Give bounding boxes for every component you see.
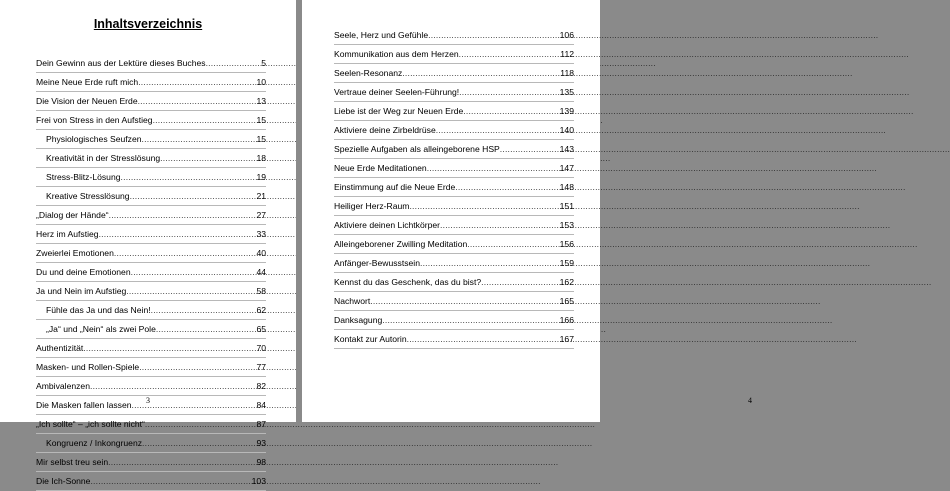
toc-leader-dots: [463, 102, 558, 121]
toc-entry: [334, 292, 574, 311]
toc-list-left: [36, 54, 266, 491]
toc-entry-page: 103: [251, 476, 266, 486]
toc-entry-label: „Ja“ und „Nein“ als zwei Pole: [46, 324, 156, 334]
toc-entry-label: Anfänger-Bewusstsein: [334, 258, 420, 268]
toc-entry-label: Nachwort: [334, 296, 371, 306]
toc-entry-label: Kreativität in der Stresslösung: [46, 153, 161, 163]
toc-entry-label: Herz im Aufstieg: [36, 229, 99, 239]
toc-entry: [334, 26, 574, 45]
toc-entry-page: 13: [256, 96, 266, 106]
toc-leader-dots: [121, 168, 256, 187]
toc-entry-label: Aktiviere deinen Lichtkörper: [334, 220, 441, 230]
toc-entry-page: 156: [559, 239, 574, 249]
toc-leader-dots: [459, 83, 558, 102]
toc-entry: [36, 73, 266, 92]
toc-entry: [36, 434, 266, 453]
toc-entry: [36, 263, 266, 282]
toc-entry-label: Spezielle Aufgaben als alleingeborene HSP: [334, 144, 500, 154]
toc-entry-page: 112: [560, 49, 574, 59]
toc-entry-page: 106: [559, 30, 574, 40]
toc-entry: [36, 225, 266, 244]
toc-entry: [36, 244, 266, 263]
toc-leader-dots: [407, 330, 559, 349]
toc-entry-label: Ambivalenzen: [36, 381, 90, 391]
toc-entry: [36, 472, 266, 491]
toc-entry-page: 151: [559, 201, 574, 211]
toc-entry: [334, 273, 574, 292]
toc-entry: [334, 102, 574, 121]
toc-leader-dots: [139, 358, 255, 377]
toc-entry-page: 70: [256, 343, 266, 353]
toc-entry-label: Frei von Stress in den Aufstieg: [36, 115, 153, 125]
toc-entry-page: 153: [559, 220, 574, 230]
toc-entry-page: 58: [256, 286, 266, 296]
toc-entry-label: Kreative Stresslösung: [46, 191, 130, 201]
toc-entry: [36, 130, 266, 149]
toc-entry-page: 15: [256, 115, 266, 125]
toc-entry: [36, 168, 266, 187]
toc-leader-dots: [370, 292, 558, 311]
toc-entry-label: Du und deine Emotionen: [36, 267, 131, 277]
toc-leader-dots: [145, 415, 256, 434]
page-number-left: 3: [146, 396, 150, 405]
toc-leader-dots: [440, 216, 559, 235]
toc-entry-label: Fühle das Ja und das Nein!: [46, 305, 151, 315]
toc-leader-dots: [114, 244, 256, 263]
toc-entry-page: 77: [256, 362, 266, 372]
toc-entry-label: „Ich sollte“ – „ich sollte nicht“: [36, 419, 145, 429]
toc-entry-page: 27: [256, 210, 266, 220]
toc-entry: [36, 111, 266, 130]
page-number-right: 4: [748, 396, 752, 405]
toc-leader-dots: [131, 263, 256, 282]
toc-entry-label: Einstimmung auf die Neue Erde: [334, 182, 456, 192]
toc-entry-page: 167: [559, 334, 574, 344]
toc-entry-label: Kommunikation aus dem Herzen: [334, 49, 459, 59]
toc-entry: [334, 121, 574, 140]
toc-entry-page: 159: [559, 258, 574, 268]
toc-entry-label: Zweierlei Emotionen: [36, 248, 114, 258]
toc-entry: [36, 206, 266, 225]
toc-entry: [334, 216, 574, 235]
toc-leader-dots: [153, 111, 256, 130]
toc-leader-dots: [427, 159, 559, 178]
toc-entry-label: Vertraue deiner Seelen-Führung!: [334, 87, 460, 97]
toc-leader-dots: [132, 396, 256, 415]
toc-entry-page: 166: [559, 315, 574, 325]
toc-entry: [36, 54, 266, 73]
toc-entry-label: Ja und Nein im Aufstieg: [36, 286, 127, 296]
toc-leader-dots: [90, 377, 255, 396]
toc-leader-dots: [109, 206, 256, 225]
toc-entry-page: 5: [261, 58, 266, 68]
toc-leader-dots: [138, 73, 255, 92]
toc-entry-page: 93: [256, 438, 266, 448]
toc-entry: [36, 282, 266, 301]
toc-leader-dots: [83, 339, 255, 358]
toc-entry-label: Masken- und Rollen-Spiele: [36, 362, 140, 372]
toc-leader-dots: [126, 282, 255, 301]
toc-entry-page: 87: [256, 419, 266, 429]
toc-entry-page: 18: [256, 153, 266, 163]
toc-entry: [334, 83, 574, 102]
toc-entry-page: 62: [256, 305, 266, 315]
toc-leader-dots: [420, 254, 559, 273]
toc-entry: [36, 339, 266, 358]
toc-entry-page: 44: [256, 267, 266, 277]
toc-entry-page: 165: [559, 296, 574, 306]
toc-entry-label: Seelen-Resonanz: [334, 68, 403, 78]
toc-entry-page: 143: [559, 144, 574, 154]
toc-entry-page: 19: [256, 172, 266, 182]
toc-entry: [334, 235, 574, 254]
toc-entry-page: 15: [256, 134, 266, 144]
toc-entry: [334, 64, 574, 83]
toc-entry-page: 139: [559, 106, 574, 116]
toc-leader-dots: [459, 45, 560, 64]
toc-leader-dots: [467, 235, 558, 254]
right-page: [302, 0, 752, 422]
toc-leader-dots: [130, 187, 256, 206]
toc-leader-dots: [90, 472, 250, 491]
toc-entry-label: Die Ich-Sonne: [36, 476, 91, 486]
toc-entry-page: 147: [559, 163, 574, 173]
toc-entry-page: 21: [256, 191, 266, 201]
toc-entry: [36, 149, 266, 168]
toc-leader-dots: [382, 311, 558, 330]
toc-entry-label: Kontakt zur Autorin: [334, 334, 407, 344]
toc-leader-dots: [160, 149, 255, 168]
toc-entry-page: 40: [256, 248, 266, 258]
toc-list-right: [334, 26, 574, 349]
toc-entry: [334, 330, 574, 349]
toc-entry-page: 140: [559, 125, 574, 135]
toc-entry: [36, 301, 266, 320]
toc-leader-dots: [402, 64, 559, 83]
toc-entry-page: 98: [256, 457, 266, 467]
toc-entry-label: Seele, Herz und Gefühle: [334, 30, 429, 40]
toc-entry: [334, 159, 574, 178]
left-page: [0, 0, 296, 486]
toc-leader-dots: [409, 197, 558, 216]
toc-entry-page: 33: [256, 229, 266, 239]
toc-entry: [36, 92, 266, 111]
toc-entry-page: 118: [560, 68, 574, 78]
toc-entry: [36, 453, 266, 472]
toc-entry: [36, 377, 266, 396]
toc-entry-label: Heiliger Herz-Raum: [334, 201, 410, 211]
toc-entry: [334, 45, 574, 64]
toc-leader-dots: [455, 178, 558, 197]
toc-entry: [334, 311, 574, 330]
toc-leader-dots: [138, 92, 256, 111]
toc-leader-dots: [481, 273, 559, 292]
toc-leader-dots: [500, 140, 559, 159]
toc-entry-label: Mir selbst treu sein: [36, 457, 109, 467]
toc-entry-label: Kennst du das Geschenk, das du bist?: [334, 277, 482, 287]
toc-entry-label: Physiologisches Seufzen: [46, 134, 142, 144]
toc-entry-label: Danksagung: [334, 315, 383, 325]
toc-entry: [36, 320, 266, 339]
toc-entry-page: 162: [559, 277, 574, 287]
toc-entry-label: „Dialog der Hände“: [36, 210, 109, 220]
toc-entry-label: Kongruenz / Inkongruenz: [46, 438, 143, 448]
toc-entry-page: 82: [256, 381, 266, 391]
toc-leader-dots: [151, 301, 256, 320]
toc-leader-dots: [436, 121, 559, 140]
toc-entry: [36, 415, 266, 434]
toc-entry: [334, 178, 574, 197]
toc-entry-label: Die Vision der Neuen Erde: [36, 96, 138, 106]
toc-leader-dots: [142, 434, 255, 453]
toc-entry-label: Meine Neue Erde ruft mich: [36, 77, 139, 87]
toc-entry-page: 10: [256, 77, 266, 87]
toc-leader-dots: [99, 225, 256, 244]
toc-leader-dots: [428, 26, 559, 45]
toc-entry-label: Neue Erde Meditationen: [334, 163, 427, 173]
toc-entry-label: Stress-Blitz-Lösung: [46, 172, 121, 182]
toc-leader-dots: [206, 54, 261, 73]
toc-title: Inhaltsverzeichnis: [93, 17, 203, 31]
toc-entry-page: 65: [256, 324, 266, 334]
toc-leader-dots: [108, 453, 255, 472]
toc-entry-label: Die Masken fallen lassen: [36, 400, 132, 410]
toc-entry: [334, 140, 574, 159]
toc-entry: [36, 358, 266, 377]
toc-entry: [36, 187, 266, 206]
toc-entry-label: Authentizität: [36, 343, 84, 353]
toc-leader-dots: [156, 320, 256, 339]
toc-entry-label: Dein Gewinn aus der Lektüre dieses Buches: [36, 58, 206, 68]
toc-entry-label: Aktiviere deine Zirbeldrüse: [334, 125, 436, 135]
toc-leader-dots: [142, 130, 256, 149]
toc-entry: [334, 197, 574, 216]
toc-entry-label: Alleingeborener Zwilling Meditation: [334, 239, 468, 249]
toc-entry-label: Liebe ist der Weg zur Neuen Erde: [334, 106, 464, 116]
toc-entry-page: 135: [559, 87, 574, 97]
toc-entry-page: 148: [559, 182, 574, 192]
toc-entry-page: 84: [256, 400, 266, 410]
toc-entry: [334, 254, 574, 273]
toc-entry: [36, 396, 266, 415]
